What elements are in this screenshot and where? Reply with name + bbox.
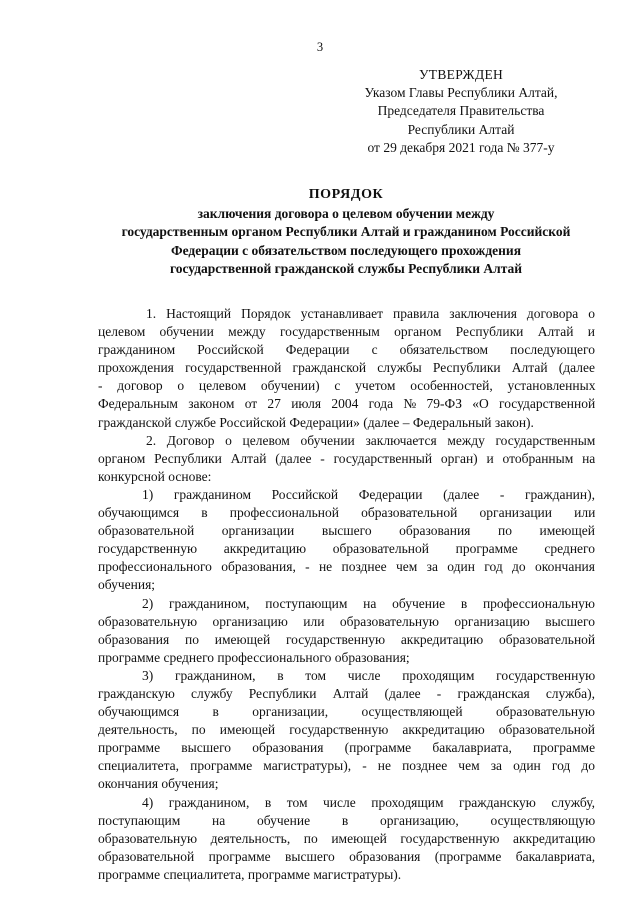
heading-line: заключения договора о целевом обучении между (197, 205, 495, 221)
text-line: программе среднего профессионального образования; (98, 649, 410, 665)
document-body (98, 305, 595, 884)
text-line: специалитета, программе магистратуры), - не позднее чем за один год до (98, 758, 595, 774)
text-line: программе специалитета, программе магистратуры). (98, 866, 402, 882)
text-line: программе высшего образования (программе бакалавриата, программе (98, 740, 596, 756)
text-line: 1) гражданином Российской Федерации (далее - гражданин), (142, 486, 595, 502)
list-item-4 (98, 794, 595, 884)
paragraph-2 (98, 432, 595, 486)
text-line: образования по имеющей государственную аккредитацию образовательной (98, 631, 596, 647)
page-number: 3 (316, 40, 324, 54)
text-line: деятельность, по имеющей государственную аккредитацию образовательной (98, 722, 595, 738)
text-line: поступающим на обучение в организацию, осуществляющую (98, 812, 596, 828)
heading-line: государственной гражданской службы Республики Алтай (169, 261, 523, 277)
text-line: обучения; (98, 577, 156, 593)
list-item-2 (98, 595, 595, 667)
text-line: профессионального образования, - не позднее чем за один год до окончания (98, 559, 595, 575)
paragraph-1 (98, 305, 595, 432)
text-line: органом Республики Алтай (далее - государственный орган) и отобранным на (98, 450, 596, 466)
document-heading (100, 186, 592, 279)
text-line: образовательной программе высшего образования (программе бакалавриата, (98, 848, 596, 864)
text-line: гражданскую службу Республики Алтай (далее - гражданская служба), (98, 685, 595, 701)
text-line: государственную аккредитацию образовательной программе среднего (98, 541, 595, 557)
text-line: прохождения государственной гражданской службы Республики Алтай (далее (98, 360, 595, 376)
text-line: окончания обучения; (98, 776, 219, 792)
approval-line: от 29 декабря 2021 года № 377-у (367, 139, 555, 155)
approval-line: Указом Главы Республики Алтай, (364, 85, 558, 101)
text-line: обучающимся в профессиональной образовательной организации или (98, 505, 596, 521)
list-item-3 (98, 667, 595, 794)
approval-line: Республики Алтай (407, 121, 515, 137)
approval-line: УТВЕРЖДЕН (418, 67, 504, 82)
list-item-1 (98, 486, 595, 595)
text-line: гражданином Российской Федерации с обязательством последующего (98, 342, 595, 358)
text-line: конкурсной основе: (98, 468, 212, 484)
heading-line: Федерации с обязательством последующего прохождения (170, 242, 521, 258)
text-line: - договор о целевом обучении) с учетом особенностей, установленных (98, 378, 596, 394)
text-line: 4) гражданином, в том числе проходящим гражданскую службу, (142, 794, 595, 810)
text-line: гражданской службе Российской Федерации» (далее – Федеральный закон). (98, 414, 534, 430)
text-line: 2) гражданином, поступающим на обучение в профессиональную (142, 595, 596, 611)
approval-block (330, 66, 592, 157)
text-line: 3) гражданином, в том числе проходящим государственную (142, 667, 596, 683)
text-line: Федеральным законом от 27 июля 2004 года № 79-ФЗ «О государственной (98, 396, 596, 412)
text-line: обучающимся в организации, осуществляющей образовательную (98, 704, 595, 720)
text-line: образовательную деятельность, по имеющей государственную аккредитацию (98, 830, 596, 846)
document-title: ПОРЯДОК (308, 187, 384, 202)
text-line: образовательную организацию или образовательную организацию высшего (98, 613, 595, 629)
heading-line: государственным органом Республики Алтай и гражданином Российской (121, 224, 571, 240)
text-line: целевом обучении между государственным органом Республики Алтай и (98, 324, 595, 340)
text-line: 2. Договор о целевом обучении заключается между государственным (146, 432, 596, 448)
approval-line: Председателя Правительства (377, 103, 545, 119)
text-line: образовательной организации высшего образования по имеющей (98, 523, 595, 539)
text-line: 1. Настоящий Порядок устанавливает правила заключения договора о (146, 306, 595, 321)
